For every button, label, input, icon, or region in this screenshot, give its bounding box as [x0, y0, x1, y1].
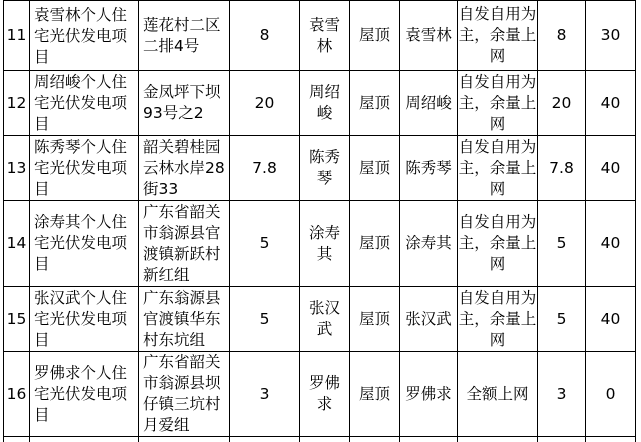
capacity-cell[interactable]: 8 — [230, 1, 300, 71]
contact-cell[interactable]: 袁雪林 — [400, 1, 458, 71]
capacity-cell[interactable]: 7.8 — [230, 136, 300, 201]
row-number-cell[interactable]: 13 — [4, 136, 30, 201]
install-type-cell[interactable]: 屋顶 — [350, 136, 400, 201]
value-cell[interactable]: 40 — [586, 201, 636, 287]
grid-mode-cell[interactable]: 全额上网 — [458, 352, 538, 437]
project-table — [3, 0, 636, 442]
contact-cell[interactable]: 张汉武 — [400, 287, 458, 352]
contact-cell[interactable]: 罗佛求 — [400, 352, 458, 437]
row-number-cell[interactable]: 12 — [4, 71, 30, 136]
project-name-cell[interactable]: 罗佛求个人住宅光伏发电项目 — [30, 352, 139, 437]
value-cell[interactable]: 30 — [586, 1, 636, 71]
value-cell[interactable]: 3 — [538, 352, 586, 437]
table-row — [4, 1, 636, 71]
address-cell[interactable]: 韶关碧桂园云林水岸28街33 — [139, 136, 230, 201]
contact-cell[interactable]: 周绍峻 — [400, 71, 458, 136]
value-cell[interactable]: 40 — [586, 136, 636, 201]
row-number-cell[interactable]: 11 — [4, 1, 30, 71]
install-type-cell[interactable]: 屋顶 — [350, 201, 400, 287]
table-row — [4, 136, 636, 201]
install-type-cell[interactable]: 屋顶 — [350, 352, 400, 437]
table-row — [4, 287, 636, 352]
value-cell[interactable]: 5 — [538, 201, 586, 287]
row-number-cell[interactable]: 15 — [4, 287, 30, 352]
project-name-cell[interactable]: 袁雪林个人住宅光伏发电项目 — [30, 1, 139, 71]
address-cell[interactable]: 广东省韶关市翁源县官渡镇新跃村新红组 — [139, 201, 230, 287]
grid-mode-cell[interactable]: 自发自用为主，余量上网 — [458, 1, 538, 71]
project-name-cell[interactable]: 涂寿其个人住宅光伏发电项目 — [30, 201, 139, 287]
value-cell[interactable]: 0 — [586, 352, 636, 437]
row-number-cell[interactable]: 14 — [4, 201, 30, 287]
address-cell[interactable]: 金凤坪下坝93号之2 — [139, 71, 230, 136]
capacity-cell[interactable]: 3 — [230, 352, 300, 437]
grid-mode-cell[interactable]: 自发自用为主，余量上网 — [458, 71, 538, 136]
owner-cell[interactable]: 周绍峻 — [300, 71, 350, 136]
capacity-cell[interactable]: 5 — [230, 201, 300, 287]
value-cell[interactable]: 8 — [538, 1, 586, 71]
table-row-partial — [4, 437, 636, 442]
owner-cell[interactable]: 罗佛求 — [300, 352, 350, 437]
project-name-cell[interactable]: 张汉武个人住宅光伏发电项目 — [30, 287, 139, 352]
row-number-cell[interactable]: 16 — [4, 352, 30, 437]
address-cell[interactable]: 广东翁源县官渡镇华东村东坑组 — [139, 287, 230, 352]
value-cell[interactable]: 20 — [538, 71, 586, 136]
owner-cell[interactable]: 袁雪林 — [300, 1, 350, 71]
owner-cell[interactable]: 陈秀琴 — [300, 136, 350, 201]
project-name-cell[interactable]: 陈秀琴个人住宅光伏发电项目 — [30, 136, 139, 201]
owner-cell[interactable]: 张汉武 — [300, 287, 350, 352]
install-type-cell[interactable]: 屋顶 — [350, 287, 400, 352]
owner-cell[interactable]: 涂寿其 — [300, 201, 350, 287]
capacity-cell[interactable]: 20 — [230, 71, 300, 136]
project-name-cell[interactable]: 周绍峻个人住宅光伏发电项目 — [30, 71, 139, 136]
contact-cell[interactable]: 涂寿其 — [400, 201, 458, 287]
table-row — [4, 352, 636, 437]
grid-mode-cell[interactable]: 自发自用为主，余量上网 — [458, 287, 538, 352]
address-cell[interactable]: 莲花村二区二排4号 — [139, 1, 230, 71]
value-cell[interactable]: 7.8 — [538, 136, 586, 201]
install-type-cell[interactable]: 屋顶 — [350, 1, 400, 71]
grid-mode-cell[interactable]: 自发自用为主，余量上网 — [458, 201, 538, 287]
contact-cell[interactable]: 陈秀琴 — [400, 136, 458, 201]
grid-mode-cell[interactable]: 自发自用为主，余量上网 — [458, 136, 538, 201]
table-row — [4, 201, 636, 287]
capacity-cell[interactable]: 5 — [230, 287, 300, 352]
address-cell[interactable]: 广东省韶关市翁源县坝仔镇三坑村月爱组 — [139, 352, 230, 437]
value-cell[interactable]: 40 — [586, 287, 636, 352]
table-row — [4, 71, 636, 136]
value-cell[interactable]: 5 — [538, 287, 586, 352]
install-type-cell[interactable]: 屋顶 — [350, 71, 400, 136]
value-cell[interactable]: 40 — [586, 71, 636, 136]
